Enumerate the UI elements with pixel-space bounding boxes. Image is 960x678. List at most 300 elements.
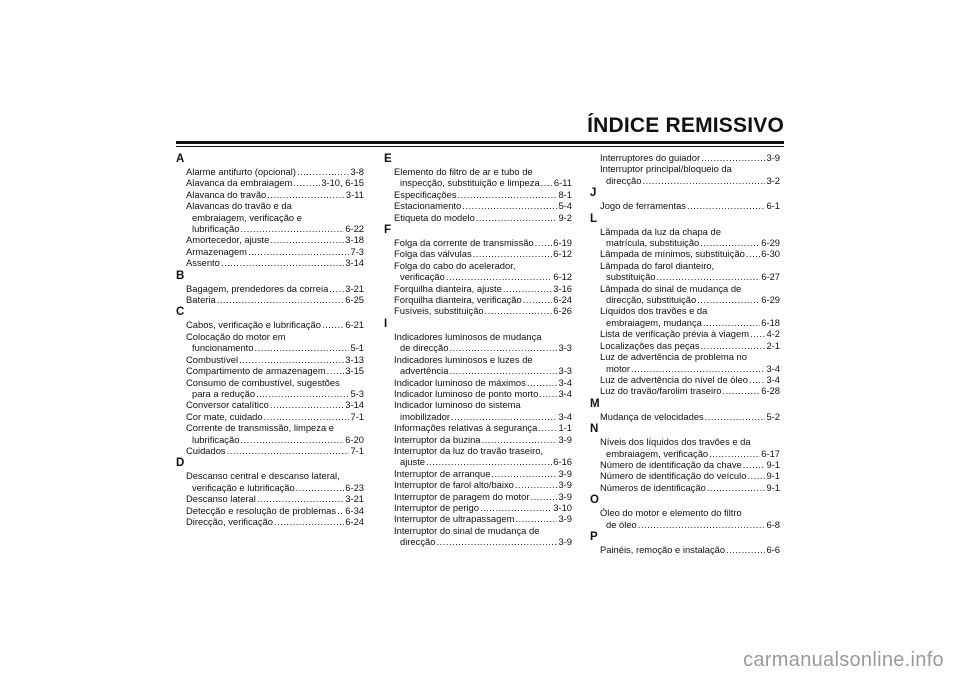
index-entry-line: embraiagem, verificação e: [192, 211, 302, 223]
index-entry-text: Folga da corrente de transmissão: [394, 237, 534, 249]
index-entry: [590, 340, 780, 351]
index-entry-page: 3-4: [558, 387, 572, 399]
index-entry-page: 3-9: [558, 467, 572, 479]
index-entry-line: Consumo de combustível, sugestões: [186, 376, 340, 388]
index-entry-line: Alavancas do travão e da: [186, 200, 292, 212]
index-section-letter: L: [590, 212, 598, 225]
leader-dots: [642, 175, 765, 186]
index-entry-text: de direcção: [400, 342, 449, 354]
leader-dots: [264, 411, 350, 422]
title-rule-thick: [176, 141, 784, 144]
index-entry-text: Combustível: [186, 353, 239, 365]
index-entry: [176, 445, 364, 456]
index-entry-page: 6-22: [345, 223, 364, 235]
index-entry-text: matrícula, substituição: [606, 237, 700, 249]
index-entry-text: substituição: [606, 271, 656, 283]
index-entry-text: direcção, substituição: [606, 294, 697, 306]
index-entry-line: Descanso central e descanso lateral,: [186, 470, 340, 482]
index-entry: [384, 237, 572, 248]
index-entry-text: direcção: [400, 536, 436, 548]
index-entry: [590, 271, 780, 282]
index-entry-text: Indicador luminoso de máximos: [394, 376, 526, 388]
index-entry-line: Lâmpada da luz da chapa de: [600, 225, 721, 237]
leader-dots: [491, 468, 557, 479]
index-entry-line: Óleo do motor e elemento do filtro: [600, 507, 742, 519]
index-column-2: [384, 152, 572, 548]
index-entry-text: Número de identificação da chave: [600, 458, 742, 470]
index-entry-page: 6-18: [761, 316, 780, 328]
index-section-letter: J: [590, 187, 597, 200]
index-entry-text: Forquilha dianteira, ajuste: [394, 282, 502, 294]
index-entry-text: direcção: [606, 174, 642, 186]
index-entry: [176, 294, 364, 305]
leader-dots: [270, 234, 344, 245]
index-entry-page: 6-17: [761, 447, 780, 459]
index-entry-page: 3-9: [558, 513, 572, 525]
index-section-letter: O: [590, 494, 599, 507]
index-entry-page: 3-3: [558, 342, 572, 354]
index-entry-text: Etiqueta do modelo: [394, 211, 475, 223]
index-entry: [176, 234, 364, 245]
index-entry-text: verificação e lubrificação: [192, 481, 295, 493]
index-entry: [384, 177, 572, 188]
index-entry-text: Folga das válvulas: [394, 248, 472, 260]
index-section-letter: A: [176, 153, 185, 165]
leader-dots: [709, 448, 760, 459]
index-entry-text: Mudança de velocidades: [600, 410, 704, 422]
index-entry: [590, 248, 780, 259]
index-section-letter: D: [176, 457, 185, 470]
index-entry-page: 6-12: [553, 248, 572, 260]
index-entry-page: 3-9: [766, 152, 780, 163]
title-rule-thin: [176, 146, 784, 147]
leader-dots: [473, 248, 553, 259]
index-entry: [176, 283, 364, 294]
leader-dots: [449, 342, 557, 353]
index-section-letter: P: [590, 530, 598, 543]
index-entry: [176, 166, 364, 177]
index-entry: [384, 491, 572, 502]
index-entry: [590, 237, 780, 248]
index-entry-line: Níveis dos líquidos dos travões e da: [600, 436, 751, 448]
index-entry: [590, 152, 780, 163]
leader-dots: [538, 422, 557, 433]
index-section-letter: C: [176, 306, 185, 319]
index-entry-text: Fusíveis, substituição: [394, 305, 484, 317]
index-entry: [384, 283, 572, 294]
index-entry: [590, 294, 780, 305]
index-entry: [590, 317, 780, 328]
index-entry: [176, 342, 364, 353]
index-entry-page: 6-25: [345, 294, 364, 306]
leader-dots: [256, 388, 349, 399]
leader-dots: [638, 519, 766, 530]
leader-dots: [239, 354, 344, 365]
index-entry-page: 6-11: [553, 177, 572, 189]
index-entry: [176, 399, 364, 410]
index-entry-line: Elemento do filtro de ar e tubo de: [394, 166, 533, 177]
leader-dots: [240, 223, 344, 234]
index-entry: [384, 342, 572, 353]
index-entry-page: 7-1: [350, 444, 364, 456]
leader-dots: [426, 456, 552, 467]
leader-dots: [217, 294, 345, 305]
index-entry-text: embraiagem, mudança: [606, 316, 702, 328]
leader-dots: [726, 544, 765, 555]
index-entry-text: Especificações: [394, 188, 457, 200]
leader-dots: [451, 411, 557, 422]
index-entry-text: verificação: [400, 271, 445, 283]
index-entry-page: 8-1: [558, 188, 572, 200]
index-entry: [590, 482, 780, 493]
leader-dots: [267, 189, 345, 200]
leader-dots: [485, 305, 553, 316]
index-entry: [590, 374, 780, 385]
leader-dots: [293, 177, 320, 188]
index-entry: [384, 479, 572, 490]
index-entry-page: 7-3: [350, 245, 364, 257]
index-entry-page: 3-9: [558, 536, 572, 548]
index-entry-page: 3-8: [350, 166, 364, 177]
index-entry-page: 6-19: [553, 237, 572, 249]
leader-dots: [701, 340, 766, 351]
index-entry-line: Interruptor principal/bloqueio da: [600, 163, 732, 175]
leader-dots: [337, 505, 344, 516]
leader-dots: [255, 342, 350, 353]
index-entry-text: Interruptor de ultrapassagem: [394, 513, 515, 525]
index-entry-text: Lâmpada de mínimos, substituição: [600, 248, 745, 260]
index-entry-page: 3-4: [558, 376, 572, 388]
index-entry-page: 3-2: [766, 174, 780, 186]
index-entry-line: Colocação do motor em: [186, 330, 286, 342]
index-entry-page: 5-2: [766, 410, 780, 422]
index-entry-text: Lista de verificação prévia à viagem: [600, 328, 750, 340]
index-entry-page: 2-1: [766, 339, 780, 351]
index-column-1: [176, 152, 364, 527]
leader-dots: [446, 271, 552, 282]
index-entry-text: Interruptor de paragem do motor: [394, 490, 530, 502]
index-entry: [176, 246, 364, 257]
leader-dots: [515, 479, 558, 490]
index-entry-page: 6-28: [761, 385, 780, 397]
index-entry-text: Números de identificação: [600, 481, 706, 493]
leader-dots: [503, 283, 552, 294]
index-entry-text: Localizações das peças: [600, 339, 700, 351]
index-entry-text: Alarme antifurto (opcional): [186, 166, 296, 177]
leader-dots: [240, 434, 344, 445]
index-entry-page: 9-1: [766, 481, 780, 493]
index-entry: [176, 189, 364, 200]
leader-dots: [750, 328, 765, 339]
leader-dots: [747, 470, 765, 481]
index-entry-page: 3-9: [558, 490, 572, 502]
index-entry-text: embraiagem, verificação: [606, 447, 709, 459]
index-entry-line: Indicador luminoso do sistema: [394, 399, 521, 411]
index-entry-page: 6-21: [345, 319, 364, 331]
leader-dots: [329, 283, 344, 294]
leader-dots: [700, 237, 760, 248]
index-entry-line: Indicadores luminosos e luzes de: [394, 353, 533, 365]
watermark-text: carmanualsonline.info: [743, 649, 944, 671]
index-entry-text: Alavanca da embraiagem: [186, 177, 293, 189]
index-entry-page: 3-14: [345, 399, 364, 411]
leader-dots: [327, 365, 345, 376]
index-entry-page: 5-4: [558, 200, 572, 212]
index-entry: [384, 212, 572, 223]
index-entry: [176, 354, 364, 365]
index-entry-page: 6-23: [345, 481, 364, 493]
index-entry-page: 3-9: [558, 433, 572, 445]
index-entry: [176, 223, 364, 234]
index-entry: [590, 459, 780, 470]
index-entry: [590, 328, 780, 339]
index-entry: [384, 189, 572, 200]
index-entry-page: 3-16: [553, 282, 572, 294]
index-entry-page: 3-9: [558, 479, 572, 491]
index-column-3: [590, 152, 780, 555]
leader-dots: [274, 516, 344, 527]
index-entry-page: 3-4: [558, 410, 572, 422]
index-entry: [384, 388, 572, 399]
index-entry-page: 9-2: [558, 211, 572, 223]
index-entry: [176, 411, 364, 422]
index-entry: [590, 175, 780, 186]
index-entry-text: Bagagem, prendedores da correia: [186, 282, 329, 294]
index-entry-page: 6-29: [761, 237, 780, 249]
index-entry: [384, 422, 572, 433]
index-entry-text: Cabos, verificação e lubrificação: [186, 319, 321, 331]
leader-dots: [297, 166, 349, 177]
index-section-letter: N: [590, 423, 599, 436]
leader-dots: [221, 257, 344, 268]
index-entry-page: 6-27: [761, 271, 780, 283]
index-entry: [176, 516, 364, 527]
index-entry-page: 9-1: [766, 458, 780, 470]
leader-dots: [541, 177, 553, 188]
index-entry-line: Interruptor da luz do travão traseiro,: [394, 444, 544, 456]
index-entry: [176, 505, 364, 516]
index-entry-text: lubrificação: [192, 223, 240, 235]
index-entry: [384, 468, 572, 479]
leader-dots: [687, 200, 765, 211]
index-entry-text: Número de identificação do veículo: [600, 470, 747, 482]
index-entry: [590, 448, 780, 459]
index-entry-page: 3-14: [345, 257, 364, 269]
leader-dots: [657, 271, 761, 282]
index-entry-text: funcionamento: [192, 342, 254, 354]
index-entry-text: inspecção, substituição e limpeza: [400, 177, 540, 189]
index-entry-page: 6-24: [345, 515, 364, 527]
index-entry: [384, 513, 572, 524]
index-section-letter: M: [590, 397, 600, 410]
index-entry-page: 3-3: [558, 365, 572, 377]
index-entry-page: 6-6: [766, 543, 780, 555]
index-entry-text: Amortecedor, ajuste: [186, 234, 270, 246]
leader-dots: [449, 365, 557, 376]
index-entry-text: Alavanca do travão: [186, 188, 267, 200]
index-entry-page: 6-29: [761, 294, 780, 306]
index-entry-page: 1-1: [558, 422, 572, 434]
index-entry-page: 6-24: [553, 294, 572, 306]
index-entry-line: Indicadores luminosos de mudança: [394, 330, 542, 342]
index-entry-page: 3-11: [345, 188, 364, 200]
index-entry-text: Assento: [186, 257, 220, 269]
leader-dots: [227, 445, 350, 456]
index-entry: [176, 388, 364, 399]
index-entry: [176, 177, 364, 188]
index-entry-text: de óleo: [606, 518, 637, 530]
index-entry: [176, 434, 364, 445]
leader-dots: [322, 319, 344, 330]
index-entry-page: 5-1: [350, 342, 364, 354]
leader-dots: [722, 385, 760, 396]
index-entry-text: Compartimento de armazenagem: [186, 365, 326, 377]
index-section-letter: F: [384, 224, 392, 237]
index-entry-text: Cuidados: [186, 444, 226, 456]
index-entry-text: Bateria: [186, 294, 216, 306]
index-entry-page: 3-4: [766, 362, 780, 374]
index-entry: [384, 502, 572, 513]
leader-dots: [436, 536, 557, 547]
index-entry-text: Direcção, verificação: [186, 515, 274, 527]
index-entry-page: 3-21: [345, 493, 364, 505]
index-entry: [590, 519, 780, 530]
index-entry-line: Interruptor do sinal de mudança de: [394, 524, 540, 536]
leader-dots: [523, 294, 553, 305]
page-title: ÍNDICE REMISSIVO: [587, 114, 784, 137]
index-entry-text: Interruptor de perigo: [394, 501, 479, 513]
index-entry-page: 3-10, 6-15: [321, 177, 364, 189]
leader-dots: [703, 317, 760, 328]
leader-dots: [631, 363, 765, 374]
index-entry: [384, 434, 572, 445]
leader-dots: [527, 377, 558, 388]
index-entry-page: 4-2: [766, 328, 780, 340]
leader-dots: [257, 493, 344, 504]
index-entry: [176, 257, 364, 268]
index-entry-text: Interruptor da buzina: [394, 433, 481, 445]
leader-dots: [531, 491, 558, 502]
index-entry: [590, 385, 780, 396]
index-entry-page: 3-21: [345, 282, 364, 294]
index-entry-page: 9-1: [766, 470, 780, 482]
index-entry-text: Interruptores do guiador: [600, 152, 701, 163]
leader-dots: [701, 152, 765, 163]
index-entry-page: 3-18: [345, 234, 364, 246]
index-entry-text: Painéis, remoção e instalação: [600, 543, 726, 555]
index-entry-line: Luz de advertência de problema no: [600, 351, 747, 363]
index-entry-page: 3-13: [345, 353, 364, 365]
leader-dots: [749, 374, 765, 385]
index-entry-text: advertência: [400, 365, 449, 377]
leader-dots: [248, 246, 349, 257]
index-entry-text: Luz do travão/farolim traseiro: [600, 385, 722, 397]
index-entry: [176, 482, 364, 493]
index-entry-text: Jogo de ferramentas: [600, 200, 686, 212]
index-entry-line: Lâmpada do farol dianteiro,: [600, 259, 715, 271]
index-entry-text: Estacionamento: [394, 200, 462, 212]
index-entry-line: Folga do cabo do acelerador,: [394, 259, 516, 271]
index-entry-text: Indicador luminoso de ponto morto: [394, 387, 539, 399]
index-entry-text: Forquilha dianteira, verificação: [394, 294, 522, 306]
leader-dots: [515, 513, 557, 524]
index-entry: [176, 493, 364, 504]
index-entry-page: 6-16: [553, 456, 572, 468]
index-entry: [384, 200, 572, 211]
leader-dots: [743, 459, 766, 470]
index-entry-line: Lâmpada do sinal de mudança de: [600, 282, 742, 294]
leader-dots: [296, 482, 345, 493]
index-entry-text: Interruptor de arranque: [394, 467, 491, 479]
index-entry-text: Luz de advertência do nível de óleo: [600, 373, 749, 385]
index-entry: [384, 305, 572, 316]
index-entry: [384, 271, 572, 282]
index-entry-text: Conversor catalítico: [186, 399, 269, 411]
index-entry-text: Cor mate, cuidado: [186, 410, 263, 422]
index-entry-text: ajuste: [400, 456, 426, 468]
index-entry-text: para a redução: [192, 387, 256, 399]
index-entry-text: Descanso lateral: [186, 493, 256, 505]
index-entry: [590, 470, 780, 481]
index-entry: [384, 411, 572, 422]
index-entry-text: lubrificação: [192, 433, 240, 445]
index-entry: [590, 411, 780, 422]
index-entry-text: Informações relativas à segurança: [394, 422, 538, 434]
index-entry: [384, 536, 572, 547]
leader-dots: [707, 482, 766, 493]
index-entry-page: 6-20: [345, 433, 364, 445]
index-entry-text: imobilizador: [400, 410, 451, 422]
index-entry: [384, 294, 572, 305]
leader-dots: [482, 434, 558, 445]
index-entry-page: 6-30: [761, 248, 780, 260]
index-entry-page: 6-12: [553, 271, 572, 283]
leader-dots: [539, 388, 557, 399]
index-entry: [384, 377, 572, 388]
index-entry: [176, 365, 364, 376]
index-entry: [384, 456, 572, 467]
index-entry-page: 6-34: [345, 504, 364, 516]
index-entry: [590, 200, 780, 211]
leader-dots: [270, 399, 344, 410]
index-entry: [176, 319, 364, 330]
leader-dots: [480, 502, 552, 513]
index-entry: [590, 363, 780, 374]
index-entry: [384, 248, 572, 259]
leader-dots: [458, 189, 558, 200]
leader-dots: [746, 248, 760, 259]
leader-dots: [697, 294, 760, 305]
index-section-letter: E: [384, 153, 392, 165]
index-entry: [590, 544, 780, 555]
leader-dots: [705, 411, 766, 422]
index-entry-page: 5-3: [350, 387, 364, 399]
index-entry-line: Líquidos dos travões e da: [600, 305, 708, 317]
index-entry-text: Detecção e resolução de problemas: [186, 504, 337, 516]
index-entry-page: 6-26: [553, 305, 572, 317]
index-entry-line: Corrente de transmissão, limpeza e: [186, 422, 334, 434]
index-entry-text: Armazenagem: [186, 245, 247, 257]
index-entry-text: motor: [606, 362, 630, 374]
leader-dots: [476, 212, 558, 223]
index-entry-page: 3-15: [345, 365, 364, 377]
index-section-letter: B: [176, 269, 185, 282]
index-entry-page: 6-8: [766, 518, 780, 530]
index-entry-text: Interruptor de farol alto/baixo: [394, 479, 514, 491]
index-entry-page: 3-10: [553, 501, 572, 513]
index-entry-page: 6-1: [766, 200, 780, 212]
index-section-letter: I: [384, 317, 388, 330]
